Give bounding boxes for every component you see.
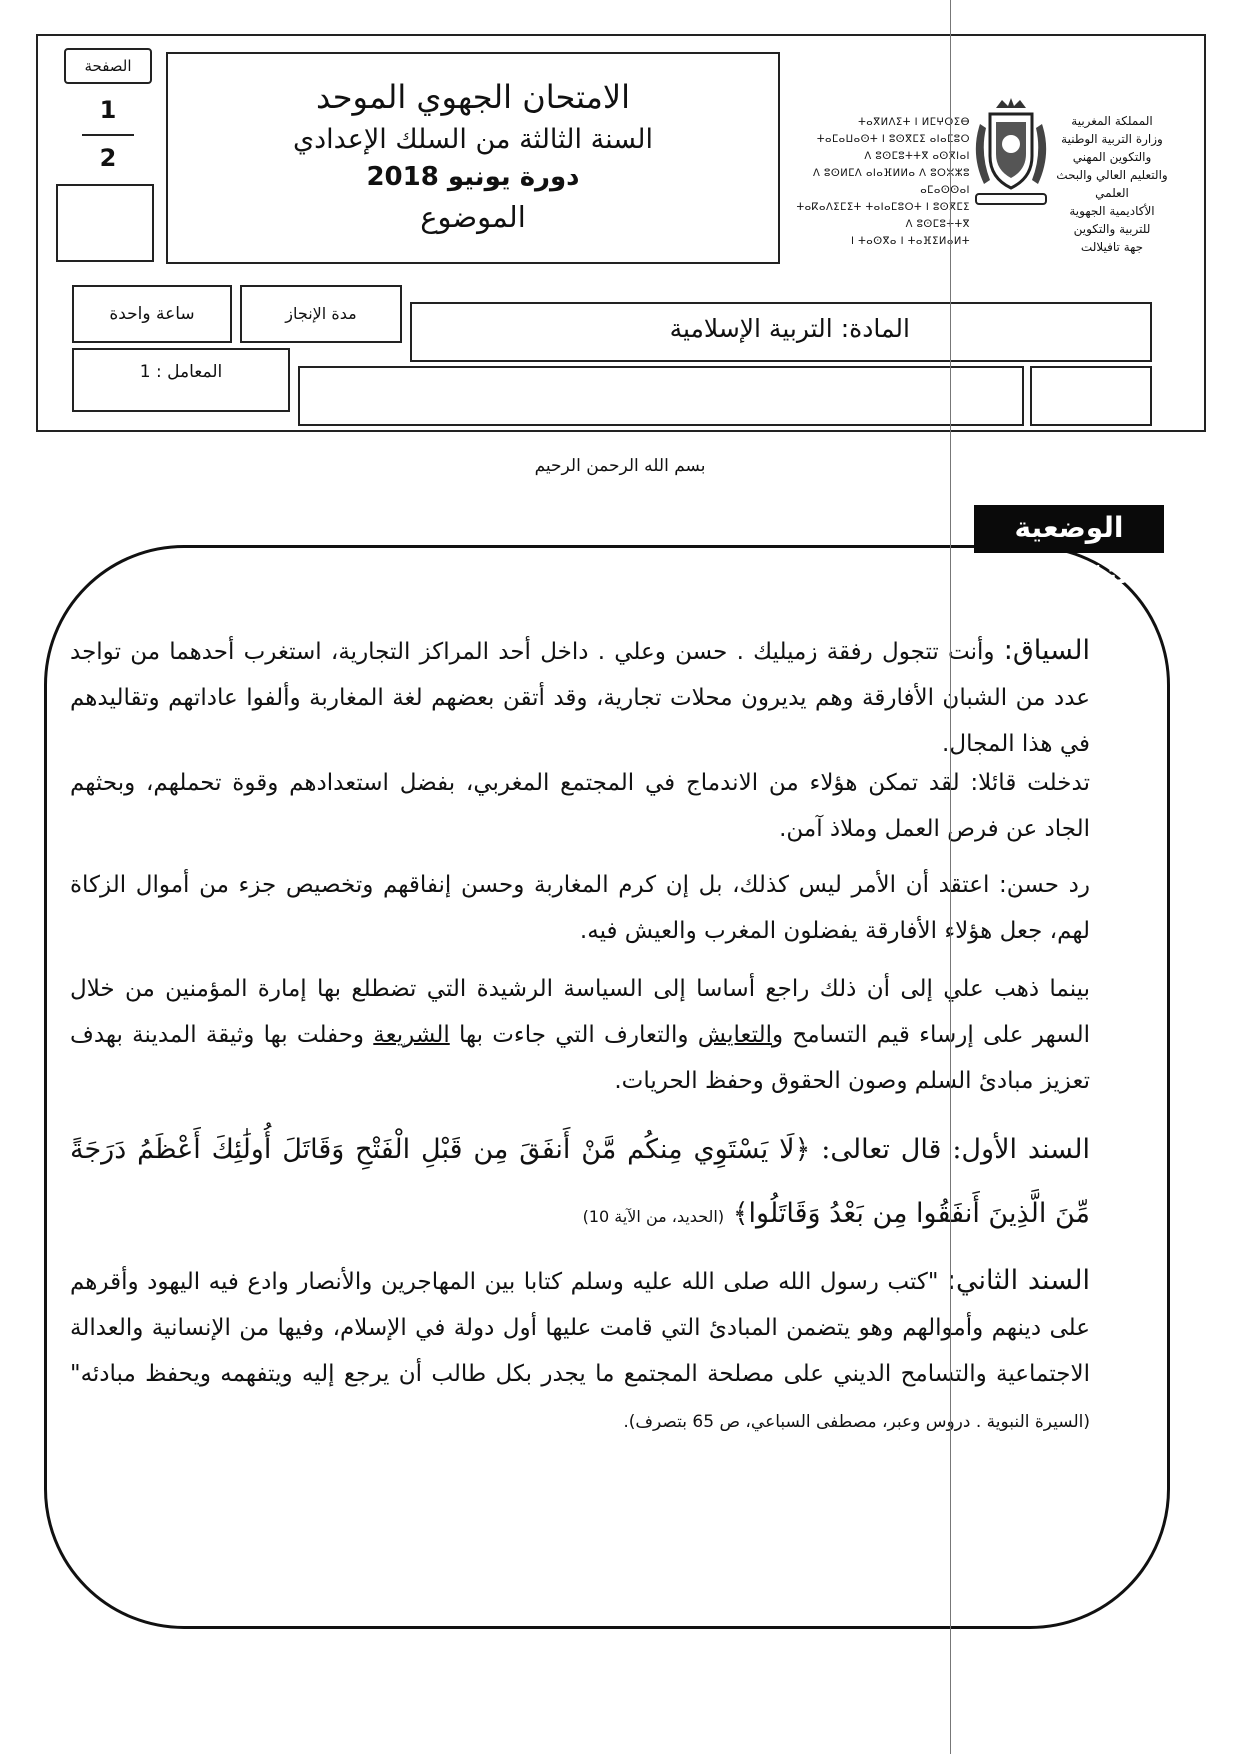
- page-number-box: [64, 88, 152, 182]
- ministry-line: الأكاديمية الجهوية للتربية والتكوين: [1069, 204, 1155, 236]
- page-label: الصفحة: [64, 48, 152, 84]
- tifinagh-line: ⵜⴰⵎⴰⵡⴰⵙⵜ ⵏ ⵓⵙⴳⵎⵉ ⴰⵏⴰⵎⵓⵔ: [816, 134, 970, 145]
- source1-verse: ﴿لَا يَسْتَوِي مِنكُم مَّنْ أَنفَقَ مِن قَبْلِ الْفَتْحِ وَقَاتَلَ أُولَٰئِكَ أَعْظَمُ دَرَجَةً مِّنَ الَّذِينَ أَنفَقُوا مِن بَعْدُ وَقَاتَلُوا﴾: [70, 1134, 1090, 1229]
- ali-text-part1: بينما ذهب علي إلى أن ذلك راجع أساسا إلى السياسة الرشيدة التي تضطلع بها إمارة المؤمنين من خلال السهر على إرساء قيم التسامح و: [70, 976, 1091, 1048]
- tifinagh-ministry-text: [790, 114, 970, 250]
- source2-paragraph: [70, 1258, 1090, 1445]
- hassan-paragraph: رد حسن: اعتقد أن الأمر ليس كذلك، بل إن كرم المغاربة وحسن إنفاقهم وتخصيص جزء من أموال الزكاة لهم، جعل هؤلاء الأفارقة يفضلون المغرب والعيش فيه.: [70, 872, 1090, 944]
- page-number-divider: [82, 134, 134, 136]
- code-box: [56, 184, 154, 262]
- ministry-line: وزارة التربية الوطنية: [1061, 132, 1163, 146]
- duration-value: ساعة واحدة: [72, 285, 232, 343]
- tifinagh-line: ⵜⴰⴽⴰⴷⵉⵎⵉⵜ ⵜⴰⵏⴰⵎⵓⵔⵜ ⵏ ⵓⵙⴳⵎⵉ ⴷ ⵓⵙⵎⵓⵜⵜⴳ: [796, 202, 970, 230]
- exam-title-box: [166, 52, 780, 264]
- blank-box: [1030, 366, 1152, 426]
- ministry-line: المملكة المغربية: [1071, 114, 1153, 128]
- ministry-line: والتكوين المهني: [1072, 150, 1152, 164]
- ministry-arabic-text: [1052, 112, 1172, 256]
- exam-session: دورة يونيو 2018: [366, 162, 580, 192]
- source2-label: السند الثاني:: [946, 1265, 1091, 1296]
- source1-reference: (الحديد، من الآية 10): [582, 1207, 725, 1226]
- page-current: 1: [99, 96, 117, 124]
- exam-year-level: السنة الثالثة من السلك الإعدادي: [292, 124, 654, 155]
- tifinagh-line: ⴷ ⵓⵙⵍⵎⴷ ⴰⵏⴰⴼⵍⵍⴰ ⴷ ⵓⵔⵣⵣⵓ ⴰⵎⴰⵙⵙⴰⵏ: [813, 168, 970, 196]
- subject-prefix: المادة:: [840, 314, 910, 343]
- royal-emblem-icon: [966, 94, 1056, 214]
- subject-box: [410, 302, 1152, 362]
- ministry-line: جهة تافيلالت: [1080, 240, 1144, 254]
- ali-paragraph: [70, 966, 1090, 1104]
- basmala: بسم الله الرحمن الرحيم: [534, 456, 706, 476]
- source1-intro: قال تعالى:: [821, 1134, 942, 1165]
- ali-text-part2: والتعارف التي جاءت بها: [449, 1022, 698, 1048]
- tifinagh-line: ⵜⴰⴳⵍⴷⵉⵜ ⵏ ⵍⵎⵖⵔⵉⴱ: [858, 117, 970, 128]
- exam-subject-label: الموضوع: [420, 200, 526, 234]
- intervention-paragraph: تدخلت قائلا: لقد تمكن هؤلاء من الاندماج في المجتمع المغربي، بفضل استعدادهم وقوة تحملهم، وبحثهم الجاد عن فرص العمل وملاذ آمن.: [70, 770, 1090, 842]
- subject-name: التربية الإسلامية: [669, 314, 833, 343]
- context-paragraph: [70, 628, 1090, 767]
- section-title: الوضعية التقويمية:: [974, 505, 1164, 553]
- duration-label: مدة الإنجاز: [240, 285, 402, 343]
- context-text: وأنت تتجول رفقة زميليك . حسن وعلي . داخل أحد المراكز التجارية، استغرب أحدهما من تواجد عدد من الشبان الأفارقة وهم يديرون محلات تجارية، وقد أتقن بعضهم لغة المغاربة وألفوا عاداتهم وتقاليدهم في هذا المجال.: [70, 639, 1090, 757]
- tifinagh-line: ⴷ ⵓⵙⵎⵓⵜⵜⴳ ⴰⵙⴳⵏⴰⵏ: [864, 151, 970, 162]
- source1-paragraph: [70, 1118, 1090, 1249]
- underlined-term: الشريعة: [373, 1022, 450, 1048]
- subject-line: [670, 314, 910, 343]
- scan-artifact-line: [950, 0, 951, 1754]
- coefficient: المعامل : 1: [72, 348, 290, 412]
- ministry-line: والتعليم العالي والبحث العلمي: [1056, 168, 1168, 200]
- ministry-logo-block: [790, 80, 1170, 280]
- blank-box: [298, 366, 1024, 426]
- source2-text: "كتب رسول الله صلى الله عليه وسلم كتابا بين المهاجرين والأنصار وادع فيه اليهود وأقرهم على دينهم وأموالهم وهو يتضمن المبادئ التي قامت عليها أول دولة في الإسلام، وفيها من الإنسانية والعدالة الاجتماعية والتسامح الديني على مصلحة المجتمع ما يجدر بكل طالب أن يرجع إليه ويتفهمه ويحفظ مبادئه": [70, 1269, 1090, 1387]
- page-total: 2: [99, 144, 117, 172]
- source1-label: السند الأول:: [952, 1134, 1090, 1165]
- context-label: السياق:: [1003, 635, 1090, 666]
- underlined-term: التعايش: [697, 1022, 772, 1048]
- source2-reference: (السيرة النبوية . دروس وعبر، مصطفى السباعي، ص 65 بتصرف).: [623, 1412, 1090, 1432]
- ali-text-part3: وحفلت بها وثيقة المدينة بهدف تعزيز مبادئ السلم وصون الحقوق وحفظ الحريات.: [70, 1022, 1090, 1094]
- tifinagh-line: ⵏ ⵜⴰⵙⴳⴰ ⵏ ⵜⴰⴼⵉⵍⴰⵍⵜ: [850, 236, 970, 247]
- exam-title: الامتحان الجهوي الموحد: [315, 78, 631, 116]
